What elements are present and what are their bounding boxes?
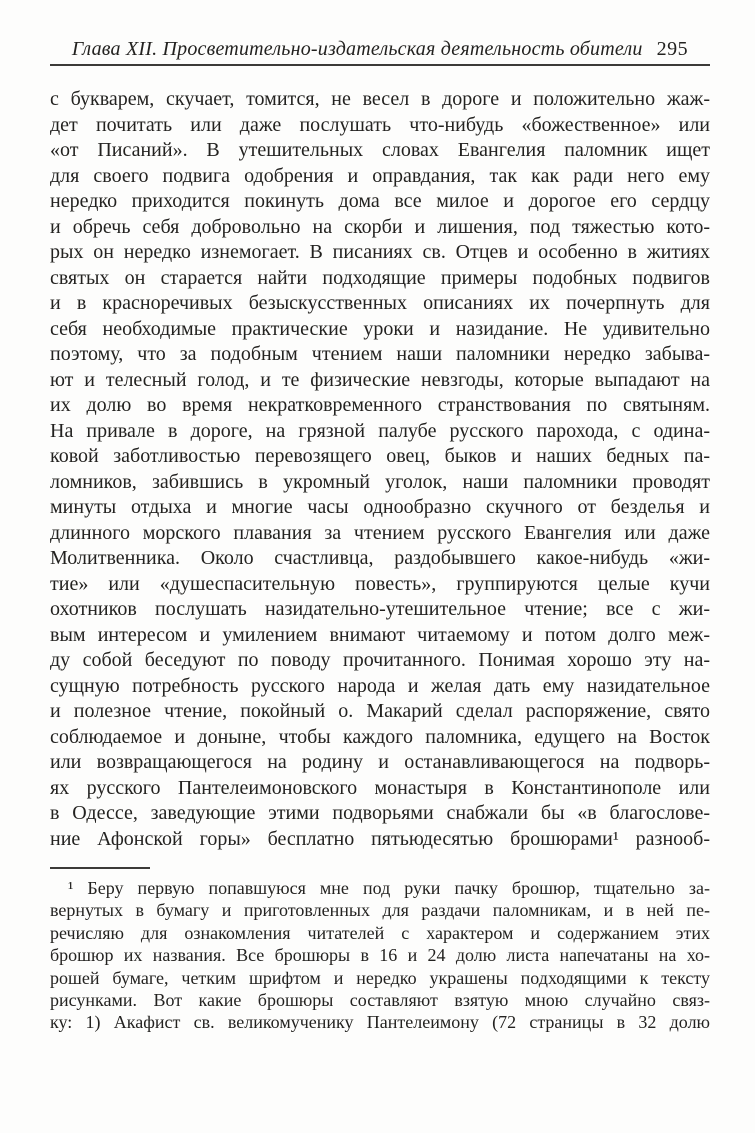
text-line: нередко приходится покинуть дома все милое и дорогое его сердцу bbox=[50, 190, 710, 212]
text-line: ют и телесный голод, и те физические невзгоды, которые выпадают на bbox=[50, 368, 710, 391]
text-line: тие» или «душеспасительную повесть», группируются целые кучи bbox=[50, 572, 710, 595]
text-line: брошюр их названия. Все брошюры в 16 и 24 долю листа напечатаны на хо- bbox=[50, 945, 710, 966]
text-line: и полезное чтение, покойный о. Макарий сделал распоряжение, свято bbox=[50, 700, 710, 722]
text-line: ях русского Пантелеимоновского монастыря в Константинополе или bbox=[50, 776, 710, 799]
text-line: поэтому, что за подобным чтением наши паломники нередко забыва- bbox=[50, 343, 710, 365]
text-line: рисунками. Вот какие брошюры составляют взятую мною случайно связ- bbox=[50, 989, 710, 1010]
text-line: и в красноречивых безыскусственных описаниях их почерпнуть для bbox=[50, 292, 710, 314]
text-line: речисляю для ознакомления читателей с характером и содержанием этих bbox=[50, 922, 710, 943]
text-line: или возвращающегося на родину и останавливающегося на подворь- bbox=[50, 751, 710, 773]
text-line: Молитвенника. Около счастливца, раздобывшего какое-нибудь «жи- bbox=[50, 547, 710, 569]
text-line: ку: 1) Акафист св. великомученику Пантелеимону (72 страницы в 32 долю bbox=[50, 1012, 710, 1033]
footnote-separator bbox=[50, 867, 150, 869]
text-line: длинного морского плавания за чтением русского Евангелия или даже bbox=[50, 521, 710, 544]
text-line: минуты отдыха и многие часы однообразно скучного от безделья и bbox=[50, 496, 710, 518]
running-title: Глава XII. Просветительно-издательская деятельность обители bbox=[71, 38, 643, 60]
text-line: соблюдаемое и доныне, чтобы каждого паломника, едущего на Восток bbox=[50, 725, 710, 748]
text-line: ковой заботливостью перевозящего овец, быков и наших бедных па- bbox=[50, 445, 710, 467]
text-line: и обречь себя добровольно на скорби и лишения, под тяжестью кото- bbox=[50, 215, 710, 238]
text-line: их долю во время некратковременного странствования по святыням. bbox=[50, 394, 710, 416]
text-line: вернутых в бумагу и приготовленных для раздачи паломникам, и в ней пе- bbox=[50, 900, 710, 921]
footnote-text bbox=[50, 877, 710, 1034]
text-line: святых он старается найти подходящие примеры подобных подвигов bbox=[50, 266, 710, 289]
text-line: для своего подвига одобрения и оправдания, так как ради него ему bbox=[50, 164, 710, 187]
text-line: с букварем, скучает, томится, не весел в дороге и положительно жаж- bbox=[50, 88, 710, 110]
text-line: ние Афонской горы» бесплатно пятьюдесятью брошюрами¹ разнооб- bbox=[50, 827, 710, 850]
text-line: «от Писаний». В утешительных словах Евангелия паломник ищет bbox=[50, 139, 710, 161]
page-number: 295 bbox=[656, 38, 689, 60]
text-line: рошей бумаге, четким шрифтом и нередко украшены подходящими к тексту bbox=[50, 967, 710, 988]
text-line: ду собой беседуют по поводу прочитанного. Понимая хорошо эту на- bbox=[50, 649, 710, 671]
text-line: ¹ Беру первую попавшуюся мне под руки пачку брошюр, тщательно за- bbox=[68, 878, 710, 898]
text-line: рых он нередко изнемогает. В писаниях св. Отцев и особенно в житиях bbox=[50, 241, 710, 263]
text-line: ломников, забившись в укромный уголок, наши паломники проводят bbox=[50, 470, 710, 493]
text-line: вым интересом и умилением внимают читаемому и потом долго меж- bbox=[50, 623, 710, 646]
text-line: На привале в дороге, на грязной палубе русского парохода, с одина- bbox=[50, 419, 710, 442]
text-line: себя необходимые практические уроки и назидание. Не удивительно bbox=[50, 317, 710, 340]
running-header bbox=[50, 38, 710, 61]
text-line: охотников послушать назидательно-утешительное чтение; все с жи- bbox=[50, 598, 710, 620]
text-line: дет почитать или даже послушать что-нибудь «божественное» или bbox=[50, 113, 710, 136]
header-rule bbox=[50, 64, 710, 66]
text-line: в Одессе, заведующие этими подворьями снабжали бы «в благослове- bbox=[50, 802, 710, 824]
body-text bbox=[50, 87, 710, 852]
text-line: сущную потребность русского народа и желая дать ему назидательное bbox=[50, 674, 710, 697]
